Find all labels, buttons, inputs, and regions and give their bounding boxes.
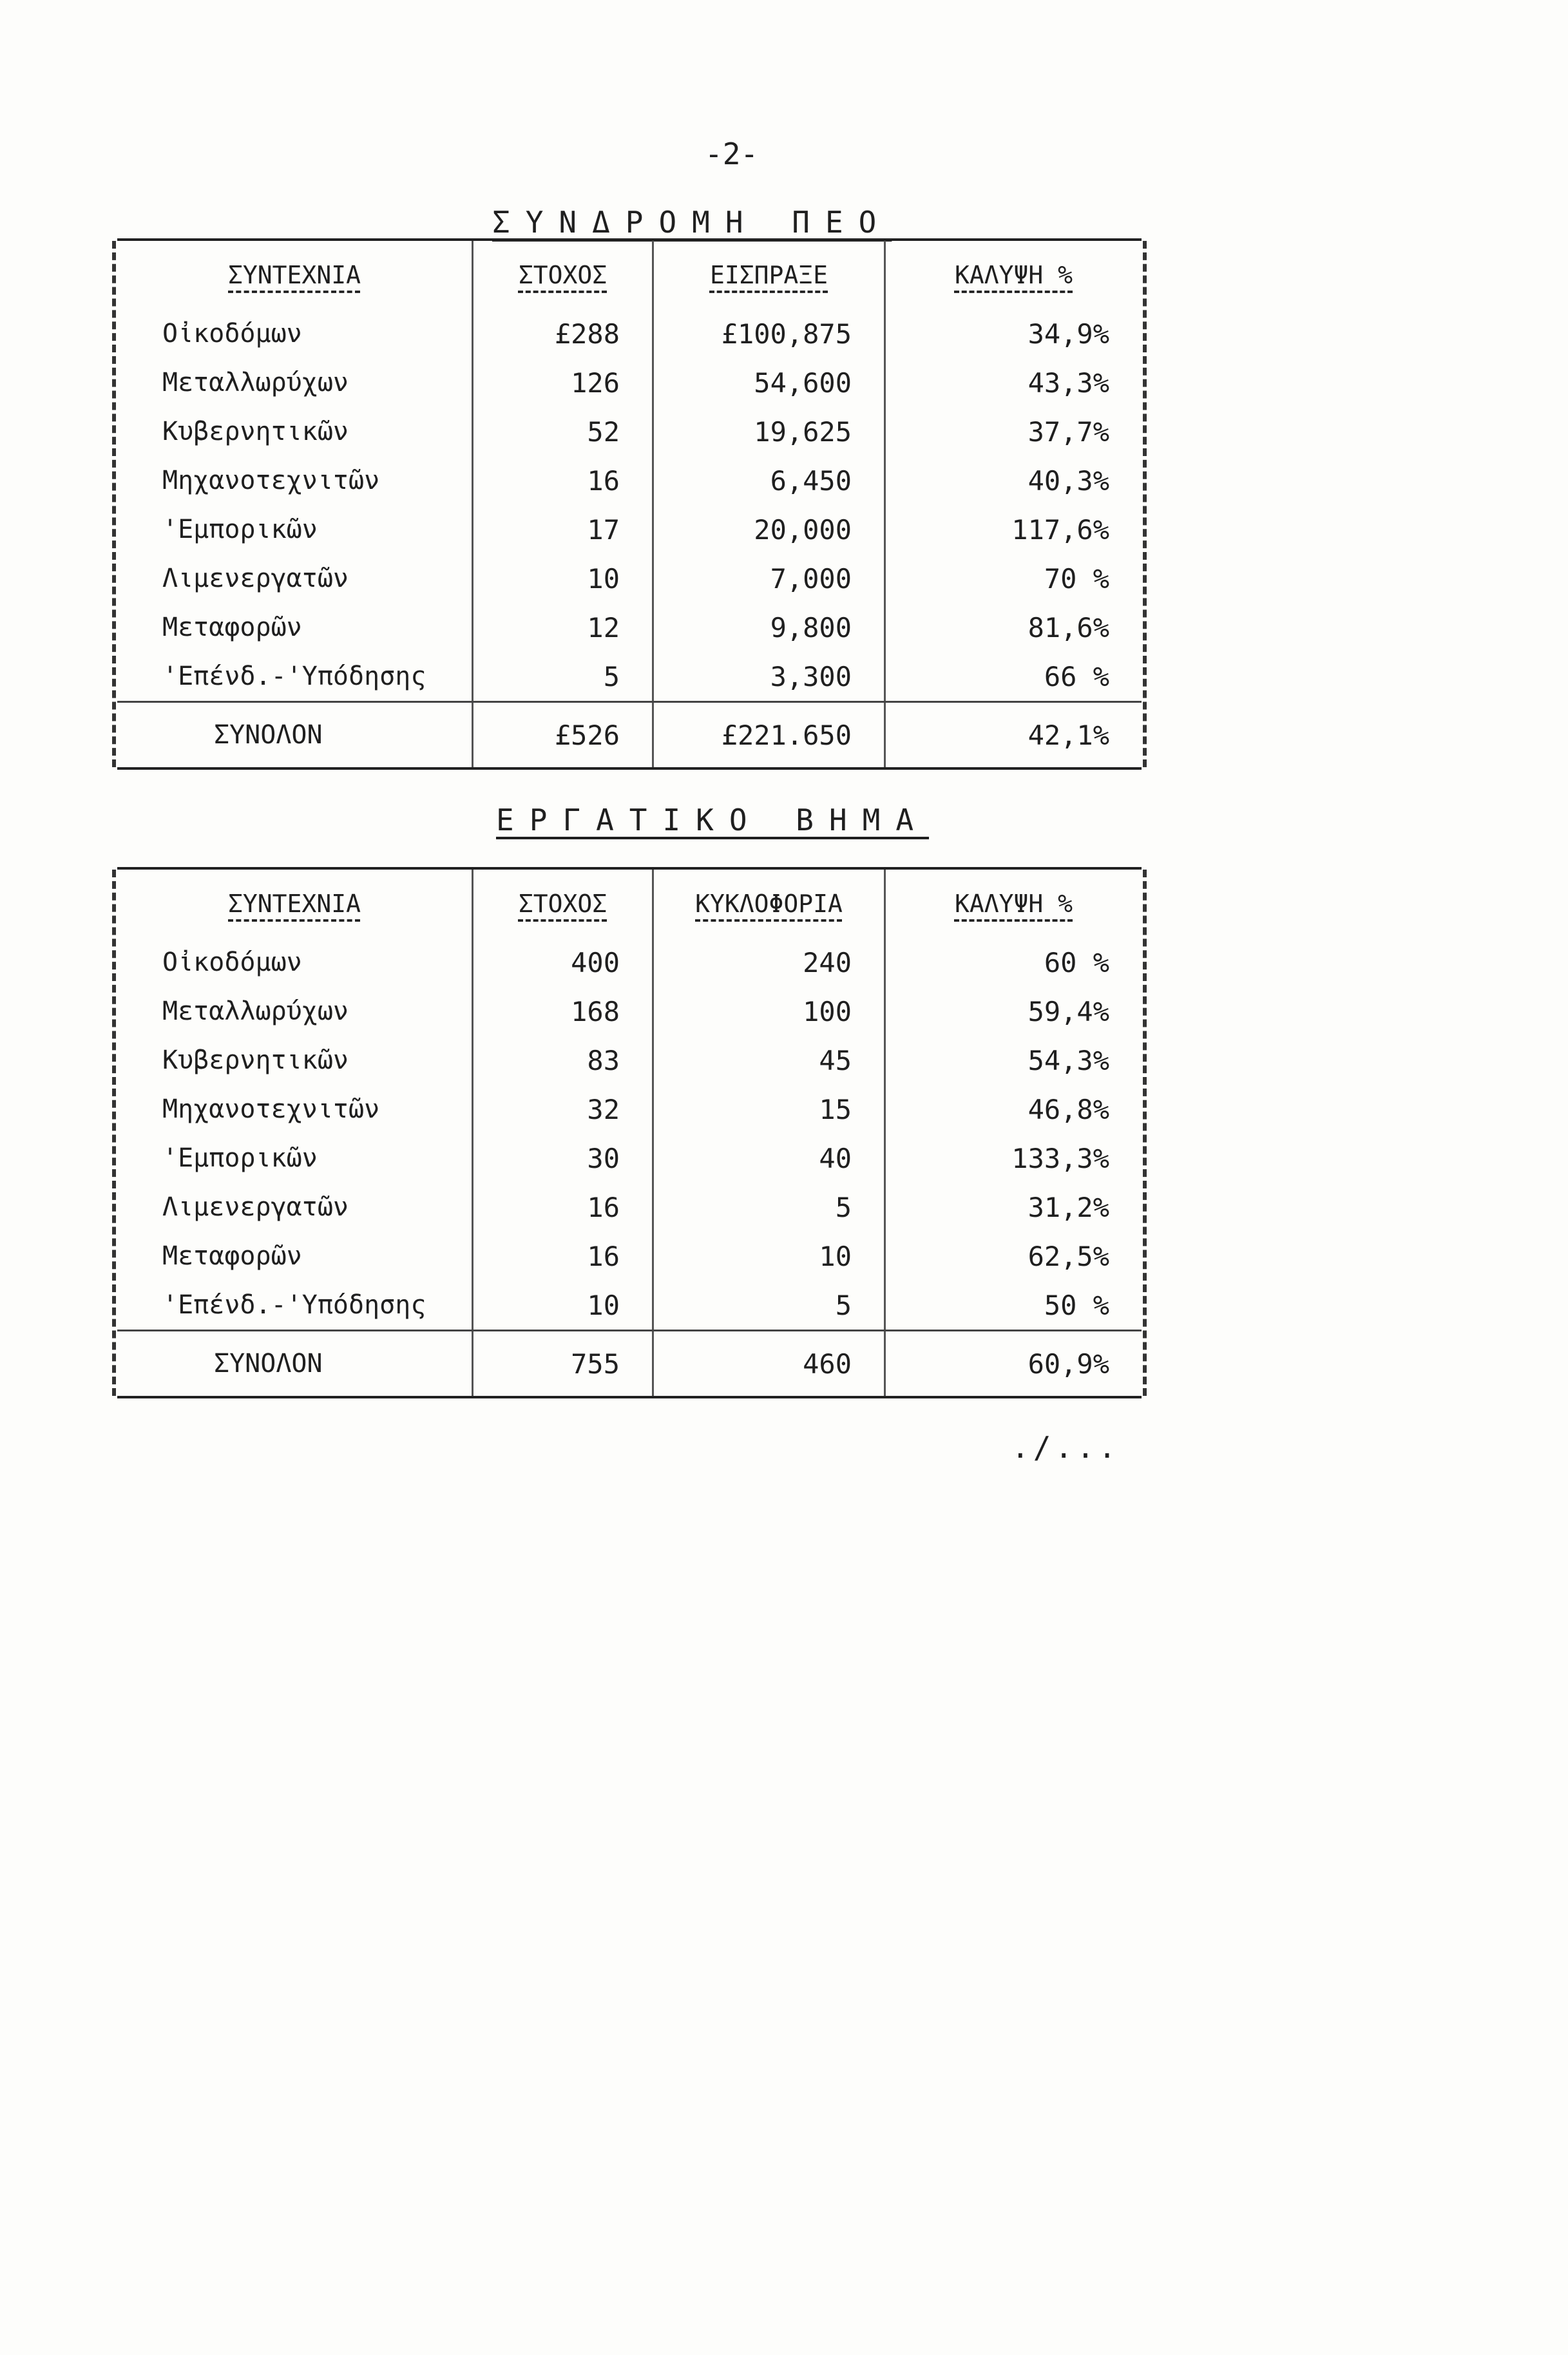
circulation-value: 100 xyxy=(652,987,884,1036)
circulation-value: 45 xyxy=(652,1036,884,1085)
union-name: Μηχανοτεχνιτῶν xyxy=(162,466,380,495)
union-name: Μεταλλωρύχων xyxy=(162,996,349,1026)
header-union: ΣΥΝΤΕΧΝΙΑ xyxy=(228,890,361,918)
page-number: -2- xyxy=(705,137,759,171)
coverage-value: 37,7% xyxy=(884,407,1142,456)
table-row xyxy=(117,1232,1142,1281)
collected-value: 9,800 xyxy=(652,603,884,652)
coverage-value: 60 % xyxy=(884,938,1142,987)
union-name: Κυβερνητικῶν xyxy=(162,417,349,446)
target-value: 12 xyxy=(472,603,652,652)
target-value: 30 xyxy=(472,1134,652,1183)
table-row xyxy=(117,652,1142,701)
left-border xyxy=(112,241,116,767)
table-row xyxy=(117,1134,1142,1183)
collected-value: 3,300 xyxy=(652,652,884,701)
union-name: 'Επένδ.-'Υπόδησης xyxy=(162,1290,426,1320)
header-coverage: ΚΑΛΥΨΗ % xyxy=(884,870,1142,938)
coverage-value: 59,4% xyxy=(884,987,1142,1036)
table1-title: ΣΥΝΔΡΟΜΗ ΠΕΟ xyxy=(492,205,892,240)
target-value: 126 xyxy=(472,358,652,407)
circulation-value: 15 xyxy=(652,1085,884,1134)
coverage-value: 62,5% xyxy=(884,1232,1142,1281)
target-value: 168 xyxy=(472,987,652,1036)
target-value: 10 xyxy=(472,554,652,603)
collected-value: £100,875 xyxy=(652,309,884,358)
table-row xyxy=(117,1281,1142,1330)
union-name: Μεταλλωρύχων xyxy=(162,368,349,397)
coverage-value: 43,3% xyxy=(884,358,1142,407)
collected-value: 20,000 xyxy=(652,505,884,554)
table-row xyxy=(117,1183,1142,1232)
coverage-value: 31,2% xyxy=(884,1183,1142,1232)
target-value: 16 xyxy=(472,1183,652,1232)
target-value: 5 xyxy=(472,652,652,701)
total-label: ΣΥΝΟΛΟΝ xyxy=(214,720,323,750)
header-collected: ΕΙΣΠΡΑΞΕ xyxy=(652,241,884,309)
coverage-value: 34,9% xyxy=(884,309,1142,358)
table-row xyxy=(117,407,1142,456)
union-name: Κυβερνητικῶν xyxy=(162,1045,349,1075)
table-row xyxy=(117,358,1142,407)
total-coverage: 60,9% xyxy=(884,1331,1142,1396)
union-name: Λιμενεργατῶν xyxy=(162,1192,349,1222)
coverage-value: 50 % xyxy=(884,1281,1142,1330)
target-value: £288 xyxy=(472,309,652,358)
header-circulation: ΚΥΚΛΟΦΟΡΙΑ xyxy=(652,870,884,938)
table-row xyxy=(117,987,1142,1036)
circulation-value: 5 xyxy=(652,1281,884,1330)
table-row xyxy=(117,938,1142,987)
coverage-value: 40,3% xyxy=(884,456,1142,505)
table-row xyxy=(117,505,1142,554)
target-value: 400 xyxy=(472,938,652,987)
union-name: 'Επένδ.-'Υπόδησης xyxy=(162,662,426,691)
target-value: 10 xyxy=(472,1281,652,1330)
target-value: 52 xyxy=(472,407,652,456)
target-value: 17 xyxy=(472,505,652,554)
total-row xyxy=(117,701,1142,767)
target-value: 16 xyxy=(472,456,652,505)
total-collected: £221.650 xyxy=(652,703,884,767)
header-coverage: ΚΑΛΥΨΗ % xyxy=(884,241,1142,309)
circulation-value: 5 xyxy=(652,1183,884,1232)
total-target: 755 xyxy=(472,1331,652,1396)
collected-value: 7,000 xyxy=(652,554,884,603)
union-name: Οἰκοδόμων xyxy=(162,319,302,348)
table-row xyxy=(117,603,1142,652)
collected-value: 19,625 xyxy=(652,407,884,456)
union-name: 'Εμπορικῶν xyxy=(162,515,318,544)
table-row xyxy=(117,456,1142,505)
circulation-value: 240 xyxy=(652,938,884,987)
coverage-value: 70 % xyxy=(884,554,1142,603)
header-target: ΣΤΟΧΟΣ xyxy=(472,870,652,938)
coverage-value: 81,6% xyxy=(884,603,1142,652)
table-row xyxy=(117,309,1142,358)
table-row xyxy=(117,1036,1142,1085)
union-name: Μεταφορῶν xyxy=(162,613,302,642)
header-target: ΣΤΟΧΟΣ xyxy=(472,241,652,309)
table-row xyxy=(117,554,1142,603)
total-coverage: 42,1% xyxy=(884,703,1142,767)
coverage-value: 54,3% xyxy=(884,1036,1142,1085)
header-union: ΣΥΝΤΕΧΝΙΑ xyxy=(228,261,361,289)
table-row xyxy=(117,1085,1142,1134)
target-value: 83 xyxy=(472,1036,652,1085)
union-name: 'Εμπορικῶν xyxy=(162,1143,318,1173)
coverage-value: 117,6% xyxy=(884,505,1142,554)
union-name: Μεταφορῶν xyxy=(162,1241,302,1271)
collected-value: 54,600 xyxy=(652,358,884,407)
total-target: £526 xyxy=(472,703,652,767)
coverage-value: 66 % xyxy=(884,652,1142,701)
circulation-table xyxy=(117,867,1142,1398)
subscription-table xyxy=(117,238,1142,770)
union-name: Μηχανοτεχνιτῶν xyxy=(162,1094,380,1124)
total-circulation: 460 xyxy=(652,1331,884,1396)
coverage-value: 46,8% xyxy=(884,1085,1142,1134)
table2-title: ΕΡΓΑΤΙΚΟ ΒΗΜΑ xyxy=(496,803,930,837)
left-border xyxy=(112,870,116,1396)
right-border xyxy=(1143,870,1147,1396)
union-name: Λιμενεργατῶν xyxy=(162,564,349,593)
circulation-value: 40 xyxy=(652,1134,884,1183)
collected-value: 6,450 xyxy=(652,456,884,505)
continuation-mark: ./... xyxy=(1011,1430,1120,1465)
table2-header-row xyxy=(117,870,1142,938)
coverage-value: 133,3% xyxy=(884,1134,1142,1183)
total-row xyxy=(117,1330,1142,1396)
union-name: Οἰκοδόμων xyxy=(162,948,302,977)
table1-header-row xyxy=(117,241,1142,309)
right-border xyxy=(1143,241,1147,767)
target-value: 32 xyxy=(472,1085,652,1134)
target-value: 16 xyxy=(472,1232,652,1281)
circulation-value: 10 xyxy=(652,1232,884,1281)
total-label: ΣΥΝΟΛΟΝ xyxy=(214,1349,323,1378)
